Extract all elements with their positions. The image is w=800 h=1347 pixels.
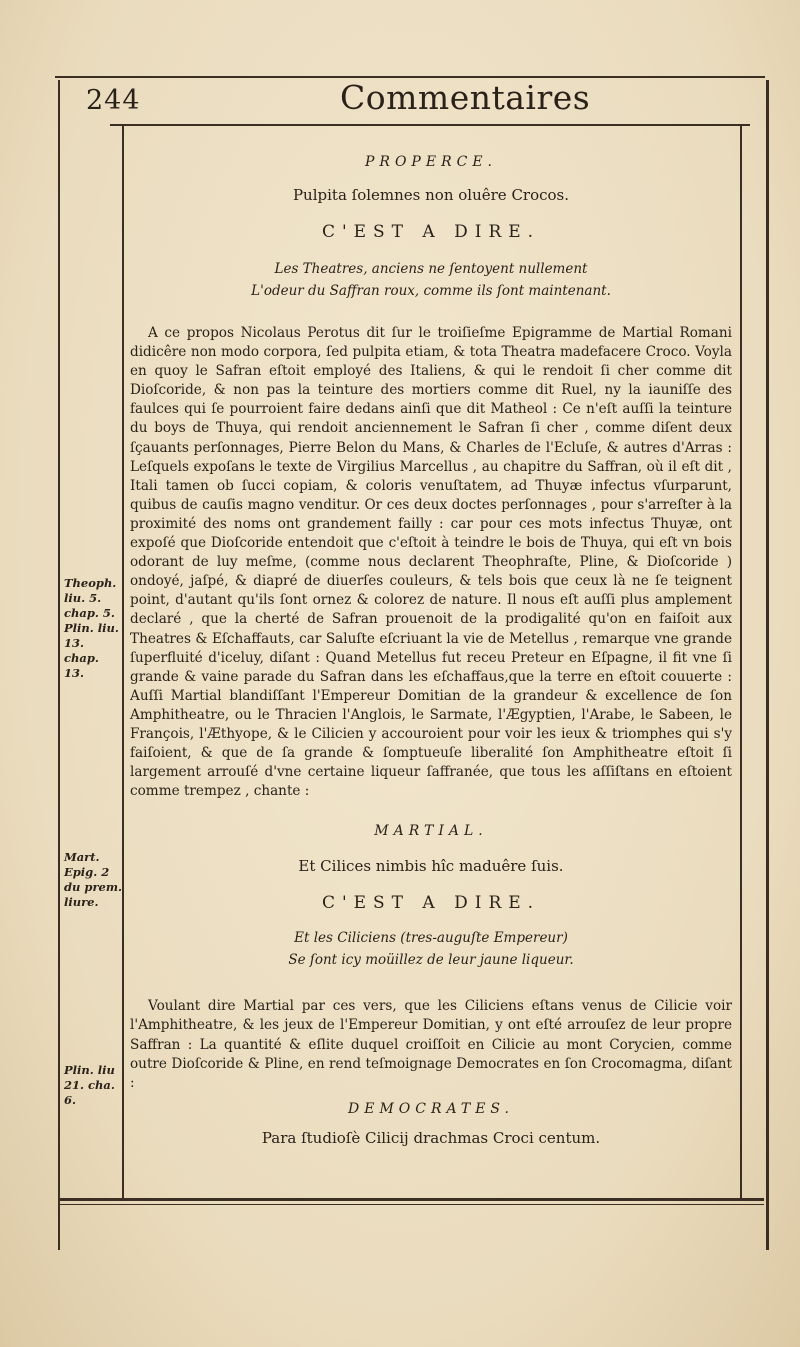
margin-note-martial: Mart. Epig. 2 du prem. liure. <box>64 850 122 909</box>
bottom-rule-thin <box>58 1204 764 1205</box>
verse-martial: Et Cilices nimbis hîc maduêre ſuis. <box>298 857 564 876</box>
author-heading-properce: PROPERCE. <box>364 154 497 170</box>
author-heading-martial: MARTIAL. <box>374 823 488 840</box>
margin-note-theophraste: Theoph. liu. 5. chap. 5. Plin. liu. 13. chap. 13. <box>64 576 119 680</box>
translation-line: Se ſont icy moüillez de leur jaune liqueur. <box>288 952 574 969</box>
verse-properce: Pulpita ſolemnes non oluêre Crocos. <box>292 186 570 204</box>
translation-line: L'odeur du Saffran roux, comme ils ſont maintenant. <box>251 283 611 299</box>
translation-line: Et les Ciliciens (tres-auguſte Empereur) <box>294 930 568 947</box>
margin-note-pline: Plin. liu 21. cha. 6. <box>64 1063 115 1107</box>
page-number: 244 <box>86 85 141 116</box>
cest-a-dire-heading: C'EST A DIRE. <box>321 222 541 242</box>
verse-democrates: Para ſtudioſè Cilicij drachmas Croci centum. <box>261 1128 601 1147</box>
running-title: Commentaires <box>340 78 591 117</box>
bottom-rule <box>58 1198 764 1201</box>
header-rule <box>110 124 750 126</box>
commentary-paragraph: A ce propos Nicolaus Perotus dit ſur le troiſieſme Epigramme de Martial Romani didicêre non modo corpora, ſed pulpita etiam, & tota Theatra madefacere Croco. Voyla en quoy le Safran eſtoit employé des Italiens, & qui le rendoit ſi cher comme dit Dioſcoride, & non pas la teinture des mortiers comme dit Ruel, ny la iauniſſe des faulces qui ſe pourroient faire dedans ainſi que dit Matheol : Ce n'eſt auſſi la teinture du boys de Thuya, qui rendoit anciennement le Safran ſi cher , comme diſent deux ſçauants perſonnages, Pierre Belon du Mans, & Charles de l'Ecluſe, & autres d'Arras : Leſquels expoſans le texte de Virgilius Marcellus , au chapitre du Saffran, où il eſt dit , Itali tamen ob ſucci copiam, & coloris venuſtatem, ad Thuyæ infectus vſurparunt, quibus de cauſis magno venditur. Or ces deux doctes perſonnages , pour s'arreſter à la proximité des noms ont grandement failly : car pour ces mots infectus Thuyæ, ont expoſé que Dioſcoride entendoit que c'eſtoit à teindre le bois de Thuya, qui eſt vn bois odorant de luy meſme, (comme nous declarent Theophraſte, Pline, & Dioſcoride ) ondoyé, jaſpé, & diapré de diuerſes couleurs, & tels bois que ceux là ne ſe teignent point, d'autant qu'ils ſont ornez & colorez de nature. Il nous eſt auſſi plus amplement declaré , que la cherté de Safran prouenoit de la prodigalité qu'on en faiſoit aux Theatres & Eſchaffauts, car Saluſte eſcriuant la vie de Metellus , remarque vne grande ſuperfluité d'iceluy, diſant : Quand Metellus fut receu Preteur en Eſpagne, il fit vne ſi grande & vaine parade du Safran dans les eſchaffaus,que la terre en eſtoit couuerte : Auſſi Martial blandiſſant l'Empereur Domitian de la grandeur & excellence de ſon Amphitheatre, ou le Thracien l'Anglois, le Sarmate, l'Ægyptien, l'Arabe, le Sabeen, le François, l'Æthyope, & le Cilicien y accouroient pour voir les ieux & triomphes qui s'y faiſoient, & que de ſa grande & ſomptueuſe liberalité ſon Amphitheatre eſtoit ſi largement arrouſé d'vne certaine liqueur ſaffranée, que tous les aſſiſtans en eſtoient comme trempez , chante : <box>130 325 732 800</box>
cest-a-dire-heading: C'EST A DIRE. <box>321 893 541 914</box>
author-heading-democrates: DEMOCRATES. <box>348 1100 514 1117</box>
commentary-paragraph: Voulant dire Martial par ces vers, que les Ciliciens eſtans venus de Cilicie voir l'Amphitheatre, & les jeux de l'Empereur Domitian, y ont eſté arrouſez de leur propre Saffran : La quantité & eſlite duquel croiſſoit en Cilicie au mont Corycien, comme outre Dioſcoride & Pline, en rend teſmoignage Democrates en ſon Crocomagma, diſant : <box>130 998 732 1091</box>
main-text <box>130 150 732 1147</box>
translation-line: Les Theatres, anciens ne ſentoyent nullement <box>274 261 588 277</box>
